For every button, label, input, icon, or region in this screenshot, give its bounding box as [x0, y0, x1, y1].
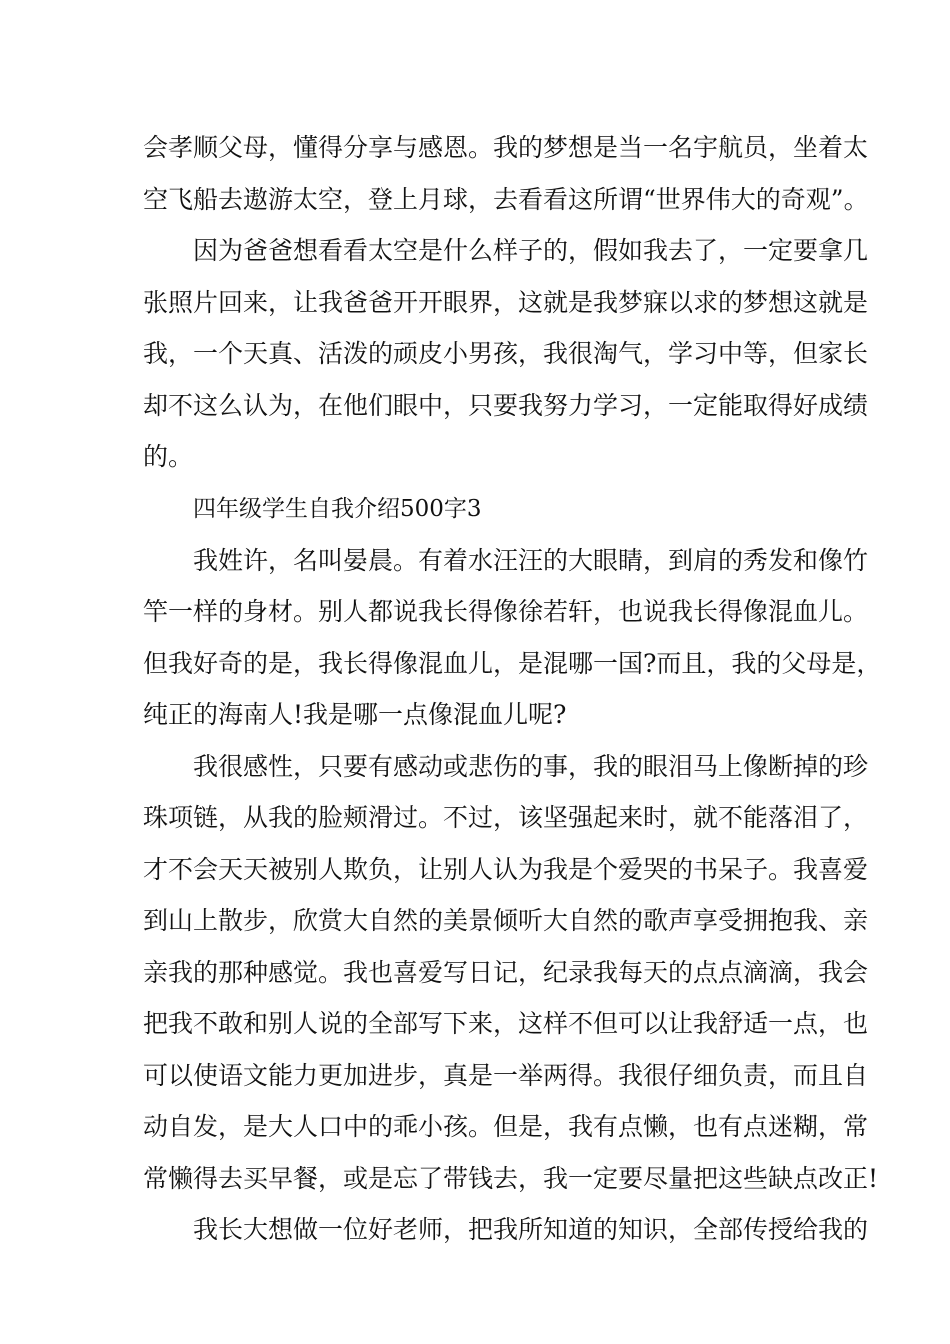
- text-line: 我长大想做一位好老师，把我所知道的知识，全部传授给我的: [193, 1215, 869, 1244]
- text-line: 亲我的那种感觉。我也喜爱写日记，纪录我每天的点点滴滴，我会: [143, 958, 869, 987]
- text-line: 我很感性，只要有感动或悲伤的事，我的眼泪马上像断掉的珍: [193, 752, 869, 781]
- text-line: 动自发，是大人口中的乖小孩。但是，我有点懒，也有点迷糊，常: [143, 1112, 869, 1141]
- section-heading: 四年级学生自我介绍500字3: [193, 496, 482, 522]
- text-line: 可以使语文能力更加进步，真是一举两得。我很仔细负责，而且自: [143, 1061, 869, 1090]
- text-line: 常懒得去买早餐，或是忘了带钱去，我一定要尽量把这些缺点改正!: [143, 1164, 879, 1193]
- text-line: 竿一样的身材。别人都说我长得像徐若轩，也说我长得像混血儿。: [143, 597, 869, 626]
- text-line: 把我不敢和别人说的全部写下来，这样不但可以让我舒适一点，也: [143, 1009, 869, 1038]
- text-line: 的。: [143, 442, 194, 471]
- text-line: 因为爸爸想看看太空是什么样子的，假如我去了，一定要拿几: [193, 236, 869, 265]
- text-line: 珠项链，从我的脸颊滑过。不过，该坚强起来时，就不能落泪了，: [143, 803, 869, 832]
- text-line: 却不这么认为，在他们眼中，只要我努力学习，一定能取得好成绩: [143, 391, 869, 420]
- text-line: 空飞船去遨游太空，登上月球，去看看这所谓“世界伟大的奇观”。: [143, 185, 869, 214]
- text-line: 但我好奇的是，我长得像混血儿，是混哪一国?而且，我的父母是，: [143, 649, 882, 678]
- text-line: 我姓许，名叫晏晨。有着水汪汪的大眼睛，到肩的秀发和像竹: [193, 546, 869, 575]
- text-line: 才不会天天被别人欺负，让别人认为我是个爱哭的书呆子。我喜爱: [143, 855, 869, 884]
- text-line: 纯正的海南人!我是哪一点像混血儿呢?: [143, 700, 567, 729]
- text-line: 会孝顺父母，懂得分享与感恩。我的梦想是当一名宇航员，坐着太: [143, 133, 869, 162]
- text-line: 张照片回来，让我爸爸开开眼界，这就是我梦寐以求的梦想这就是: [143, 288, 869, 317]
- text-line: 到山上散步，欣赏大自然的美景倾听大自然的歌声享受拥抱我、亲: [143, 906, 869, 935]
- text-line: 我，一个天真、活泼的顽皮小男孩，我很淘气，学习中等，但家长: [143, 339, 869, 368]
